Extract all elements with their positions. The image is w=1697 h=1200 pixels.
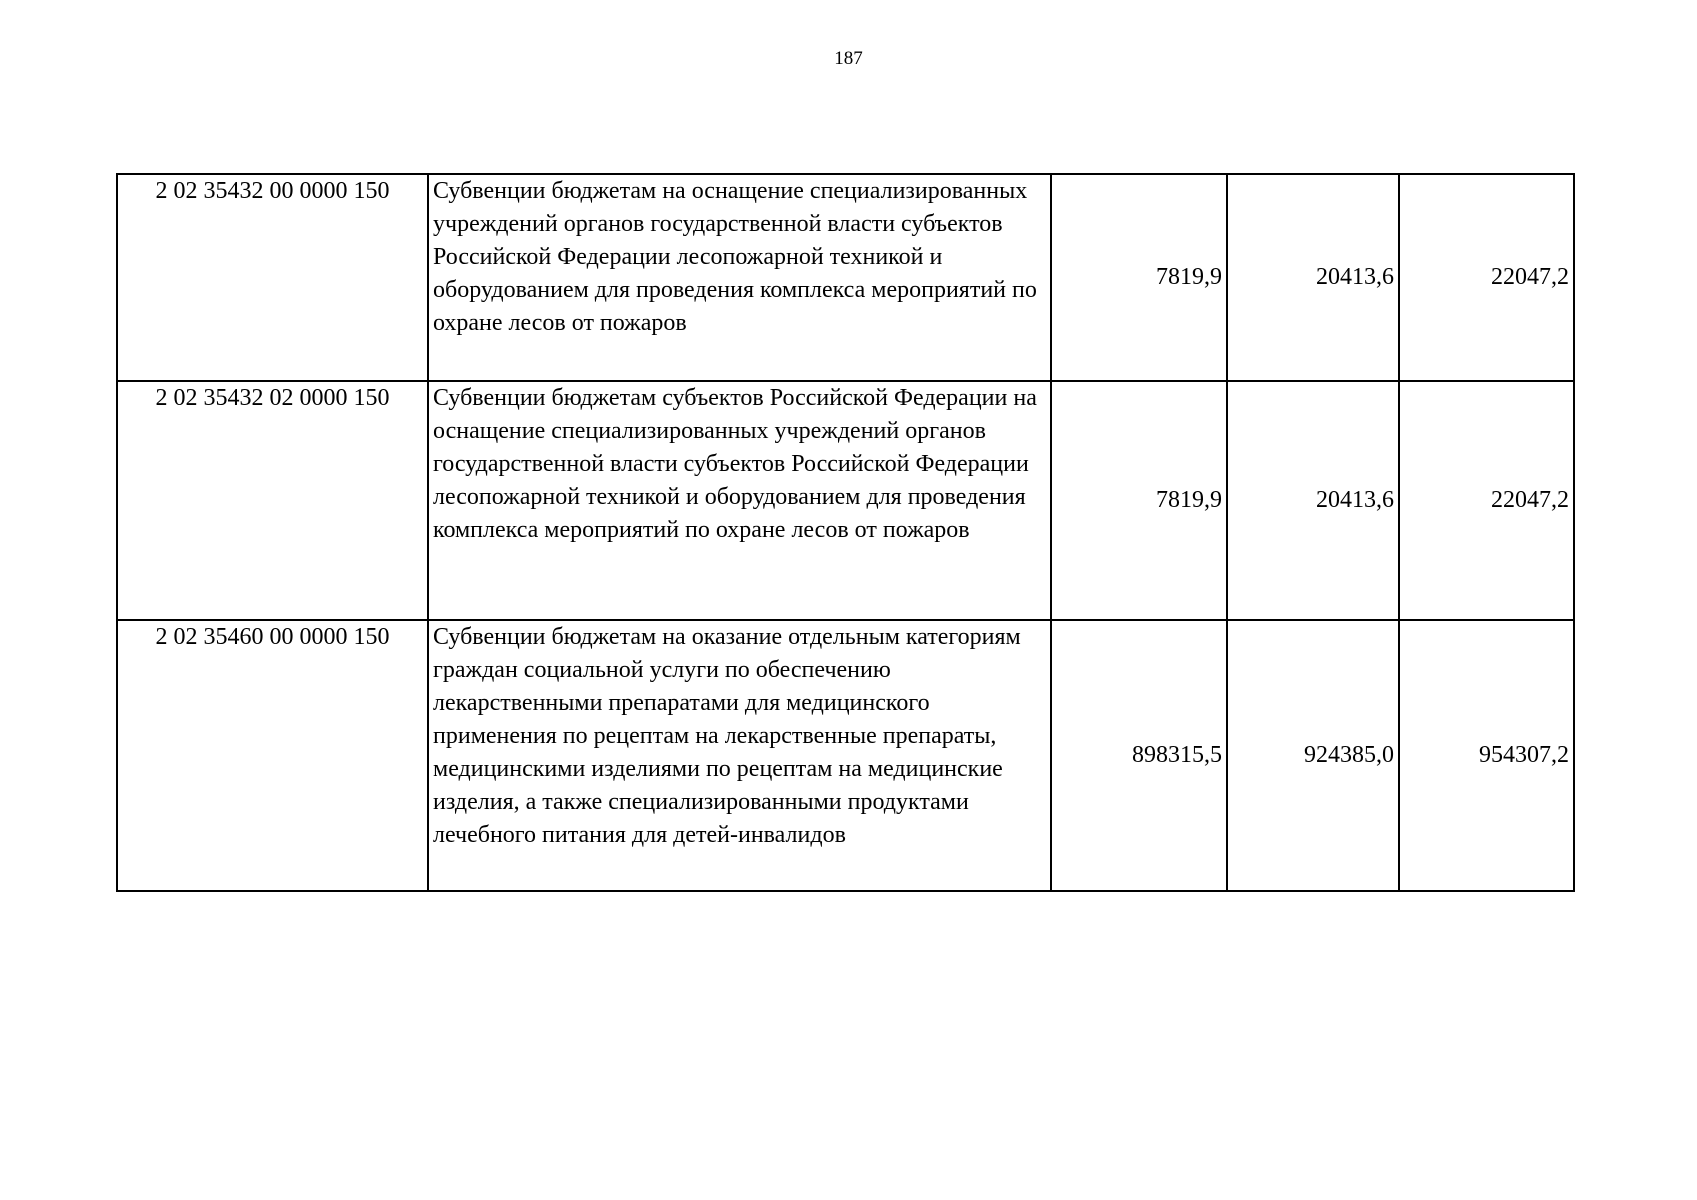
- value-cell-year-2: 20413,6: [1227, 381, 1399, 620]
- value-cell-year-1: 7819,9: [1051, 381, 1227, 620]
- table-row: [117, 381, 1574, 620]
- value-cell-year-3: 22047,2: [1399, 381, 1574, 620]
- budget-table: [116, 173, 1575, 892]
- value-cell-year-3: 22047,2: [1399, 174, 1574, 381]
- budget-code-cell: 2 02 35432 00 0000 150: [117, 174, 428, 381]
- description-cell: Субвенции бюджетам субъектов Российской Федерации на оснащение специализированных учреждений органов государственной власти субъектов Российской Федерации лесопожарной техникой и оборудованием для проведения комплекса мероприятий по охране лесов от пожаров: [428, 381, 1051, 620]
- value-cell-year-3: 954307,2: [1399, 620, 1574, 891]
- value-cell-year-2: 924385,0: [1227, 620, 1399, 891]
- table-row: [117, 174, 1574, 381]
- budget-code-cell: 2 02 35460 00 0000 150: [117, 620, 428, 891]
- value-cell-year-1: 7819,9: [1051, 174, 1227, 381]
- description-cell: Субвенции бюджетам на оснащение специализированных учреждений органов государственной власти субъектов Российской Федерации лесопожарной техникой и оборудованием для проведения комплекса мероприятий по охране лесов от пожаров: [428, 174, 1051, 381]
- budget-code-cell: 2 02 35432 02 0000 150: [117, 381, 428, 620]
- description-cell: Субвенции бюджетам на оказание отдельным категориям граждан социальной услуги по обеспечению лекарственными препаратами для медицинского применения по рецептам на лекарственные препараты, медицинскими изделиями по рецептам на медицинские изделия, а также специализированными продуктами лечебного питания для детей-инвалидов: [428, 620, 1051, 891]
- page-number: 187: [834, 48, 863, 69]
- value-cell-year-2: 20413,6: [1227, 174, 1399, 381]
- value-cell-year-1: 898315,5: [1051, 620, 1227, 891]
- table-row: [117, 620, 1574, 891]
